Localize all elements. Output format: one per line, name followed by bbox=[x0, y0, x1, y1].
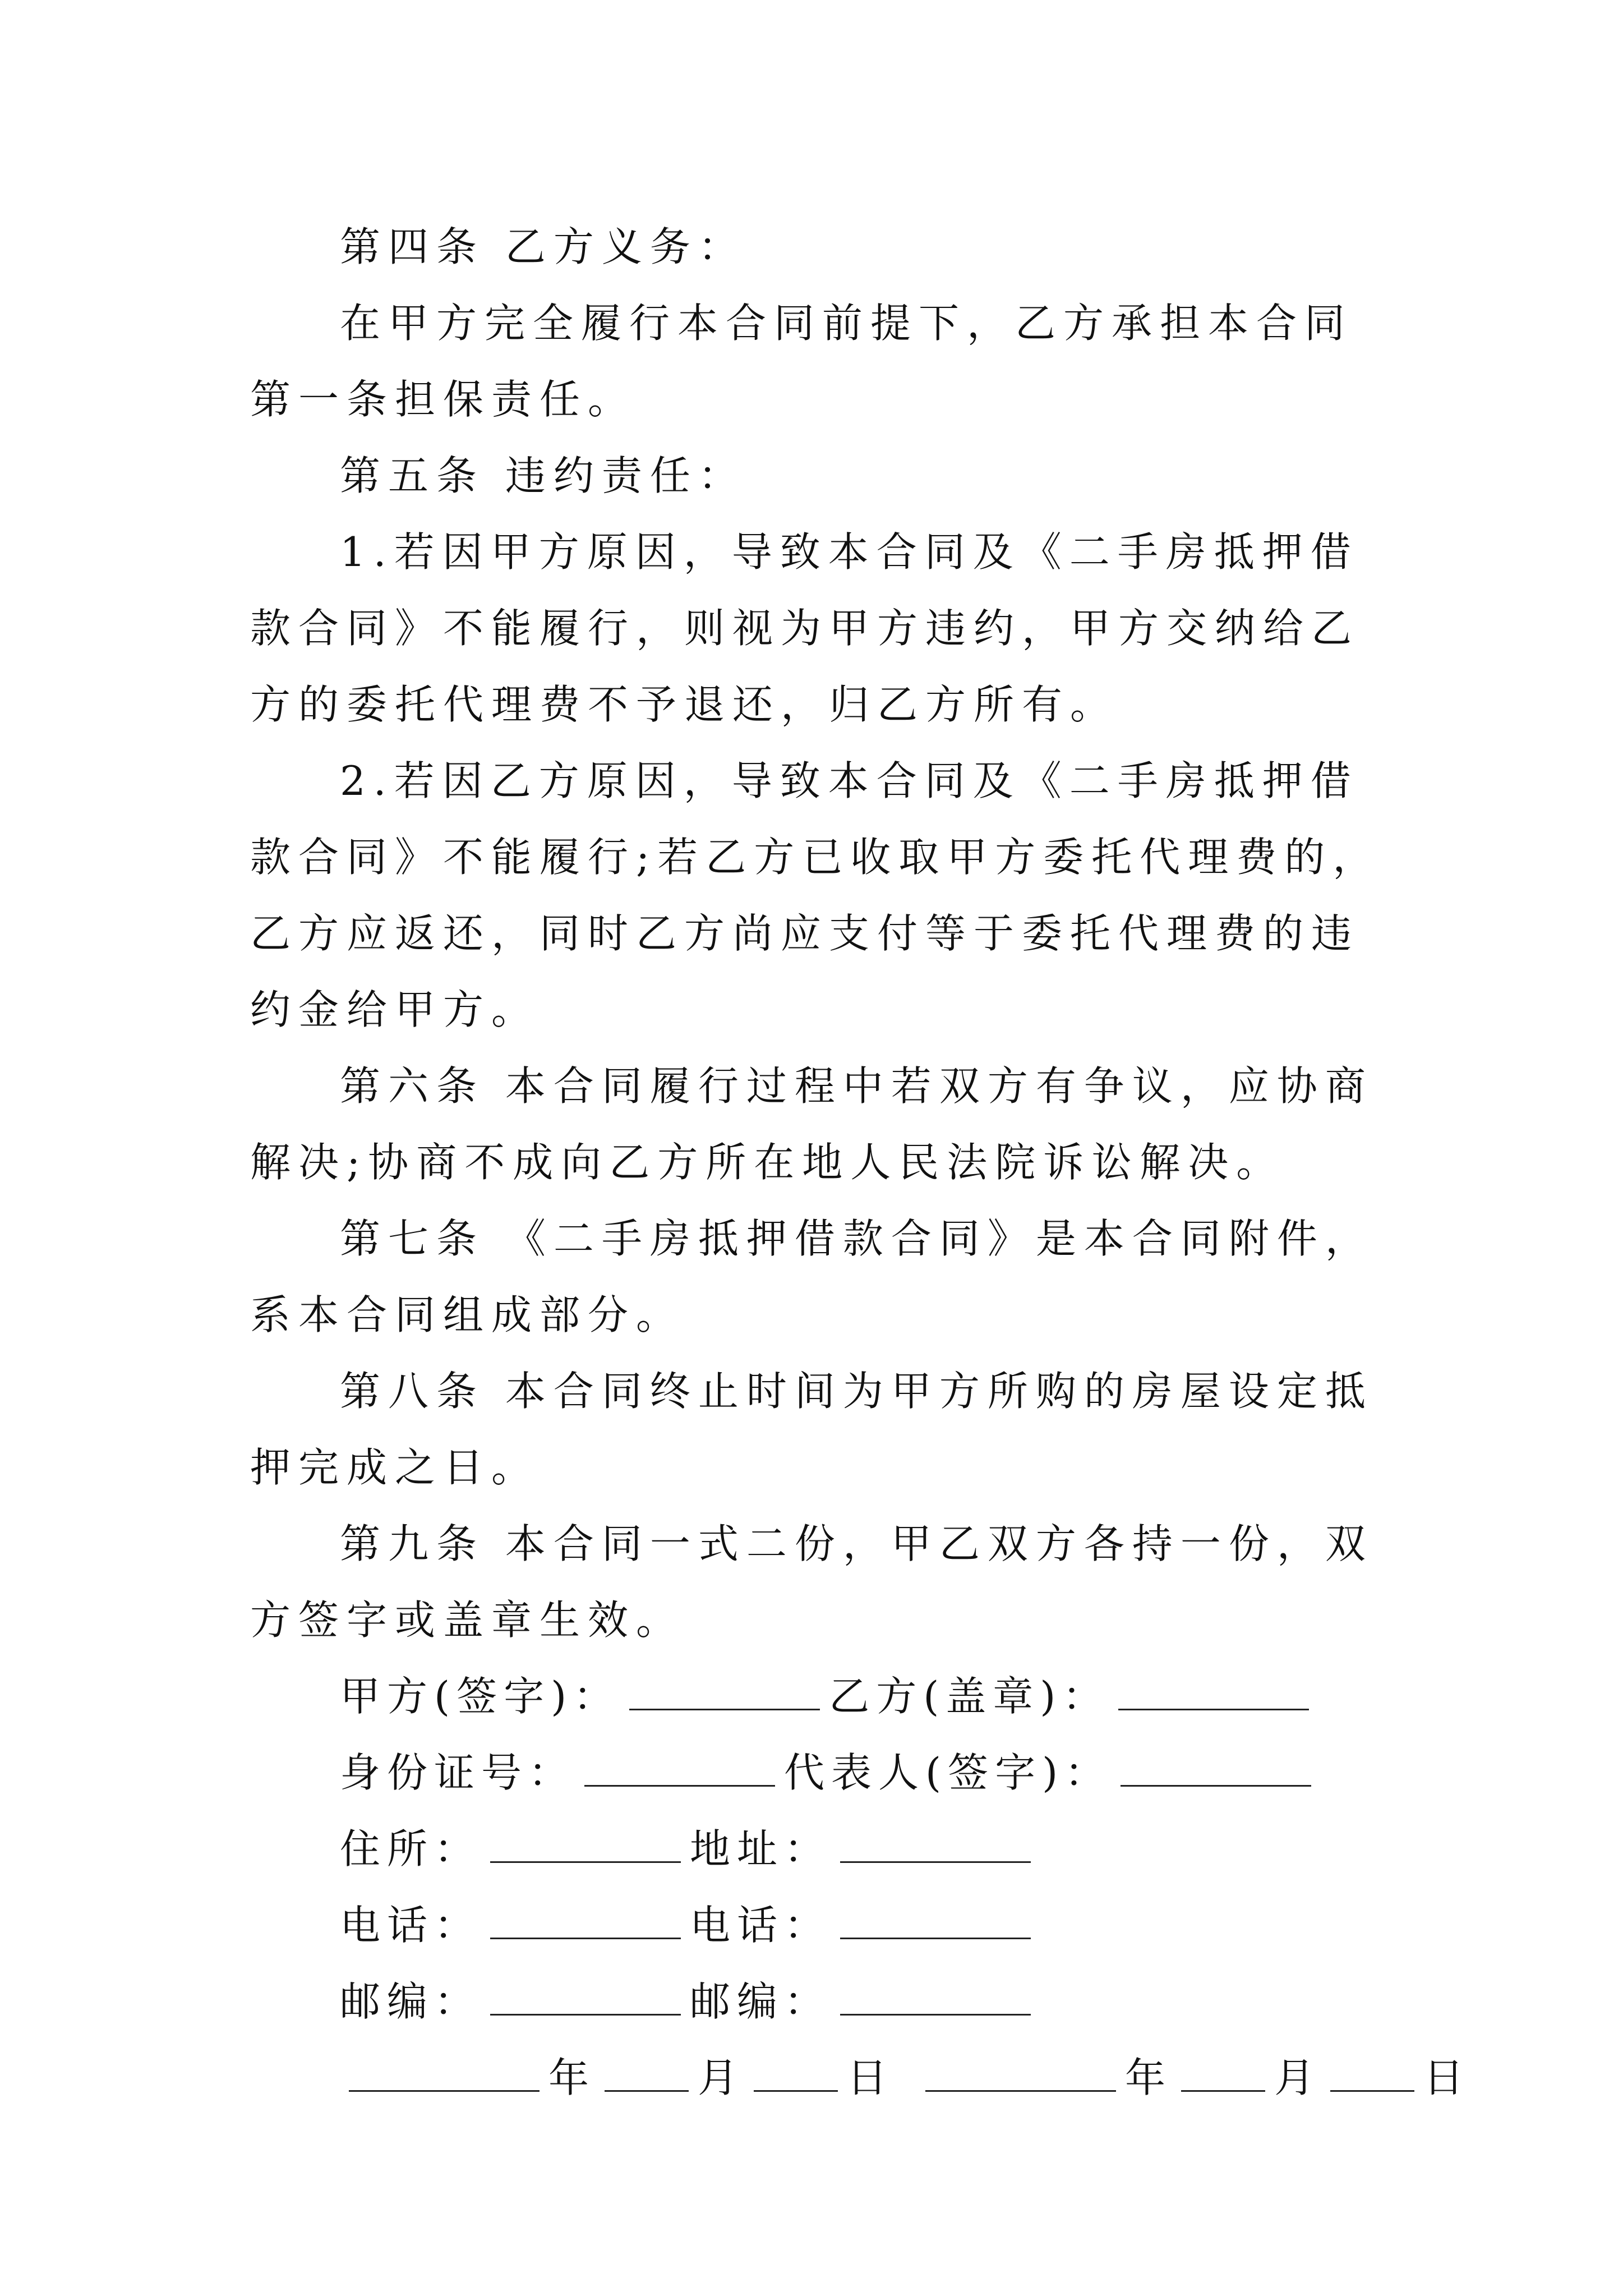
date-a-day-label: 日 bbox=[847, 2054, 895, 2101]
address-blank bbox=[840, 1828, 1031, 1863]
signature-row-3 bbox=[250, 1811, 1394, 1887]
postcode-a-label: 邮编： bbox=[340, 1978, 482, 2025]
postcode-b-label: 邮编： bbox=[690, 1978, 832, 2025]
article-4-heading: 第四条 乙方义务： bbox=[340, 223, 746, 270]
article-5-clause-2: 2.若因乙方原因，导致本合同及《二手房抵押借款合同》不能履行;若乙方已收取甲方委托代理费的，乙方应返还，同时乙方尚应支付等于委托代理费的违约金给甲方。 bbox=[250, 757, 1381, 1033]
date-a-day-blank bbox=[754, 2056, 838, 2092]
representative-sign-blank bbox=[1121, 1751, 1311, 1787]
residence-label: 住所： bbox=[340, 1825, 482, 1872]
article-5-heading: 第五条 违约责任： bbox=[340, 452, 746, 499]
party-a-sign-label: 甲方(签字)： bbox=[340, 1673, 621, 1720]
id-number-label: 身份证号： bbox=[340, 1749, 576, 1796]
article-8: 第八条 本合同终止时间为甲方所购的房屋设定抵押完成之日。 bbox=[250, 1368, 1373, 1491]
signature-block bbox=[250, 1658, 1471, 2116]
date-b-month-blank bbox=[1181, 2056, 1265, 2092]
signature-row-2 bbox=[250, 1734, 1394, 1811]
postcode-b-blank bbox=[840, 1980, 1031, 2016]
date-b-day-blank bbox=[1330, 2056, 1414, 2092]
phone-b-label: 电话： bbox=[690, 1902, 832, 1949]
party-a-sign-blank bbox=[629, 1675, 820, 1710]
date-a-year-label: 年 bbox=[548, 2054, 596, 2101]
article-5-clause-1: 1.若因甲方原因，导致本合同及《二手房抵押借款合同》不能履行，则视为甲方违约，甲方交纳给乙方的委托代理费不予退还，归乙方所有。 bbox=[250, 528, 1360, 728]
phone-a-label: 电话： bbox=[340, 1902, 482, 1949]
party-b-seal-blank bbox=[1118, 1675, 1309, 1710]
date-b-day-label: 日 bbox=[1423, 2054, 1471, 2101]
party-b-seal-label: 乙方(盖章)： bbox=[829, 1673, 1110, 1720]
phone-b-blank bbox=[840, 1904, 1031, 1939]
article-4-text: 在甲方完全履行本合同前提下，乙方承担本合同第一条担保责任。 bbox=[250, 300, 1353, 423]
id-number-blank bbox=[584, 1751, 775, 1787]
date-row bbox=[250, 2040, 1471, 2116]
article-7: 第七条 《二手房抵押借款合同》是本合同附件，系本合同组成部分。 bbox=[250, 1215, 1373, 1338]
signature-row-1 bbox=[250, 1658, 1394, 1734]
date-a-month-blank bbox=[605, 2056, 689, 2092]
date-a-year-blank bbox=[349, 2056, 540, 2092]
signature-row-5 bbox=[250, 1963, 1394, 2040]
article-9: 第九条 本合同一式二份，甲乙双方各持一份，双方签字或盖章生效。 bbox=[250, 1520, 1373, 1644]
article-6: 第六条 本合同履行过程中若双方有争议，应协商解决;协商不成向乙方所在地人民法院诉讼解决。 bbox=[250, 1062, 1373, 1186]
phone-a-blank bbox=[490, 1904, 681, 1939]
address-label: 地址： bbox=[690, 1825, 832, 1872]
postcode-a-blank bbox=[490, 1980, 681, 2016]
date-a-month-label: 月 bbox=[698, 2054, 745, 2101]
contract-body bbox=[250, 209, 1471, 2116]
representative-sign-label: 代表人(签字)： bbox=[784, 1749, 1112, 1796]
date-b-month-label: 月 bbox=[1274, 2054, 1322, 2101]
date-b-year-label: 年 bbox=[1125, 2054, 1173, 2101]
residence-blank bbox=[490, 1828, 681, 1863]
signature-row-4 bbox=[250, 1887, 1394, 1963]
date-b-year-blank bbox=[925, 2056, 1116, 2092]
